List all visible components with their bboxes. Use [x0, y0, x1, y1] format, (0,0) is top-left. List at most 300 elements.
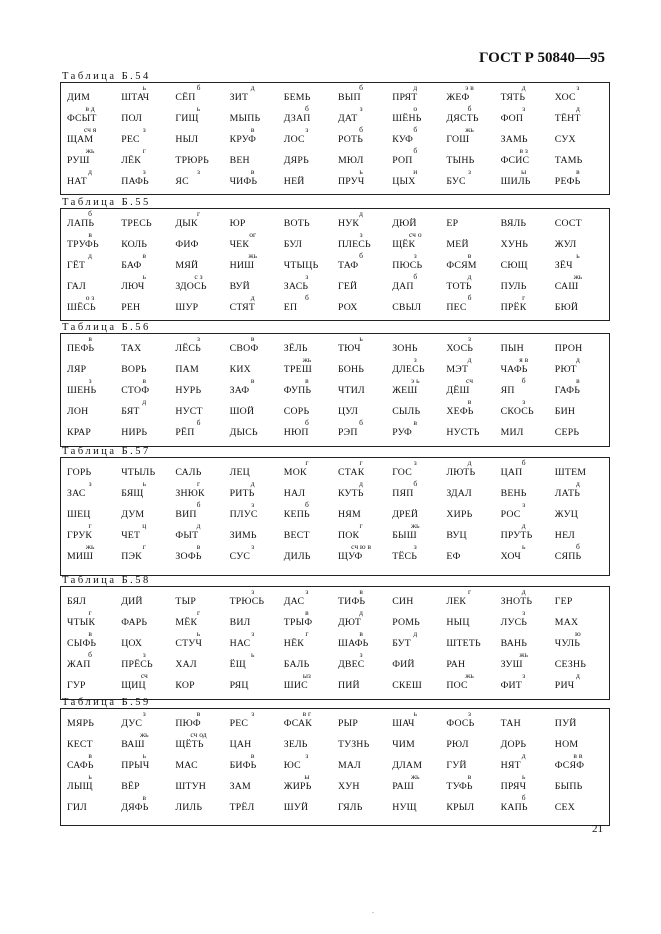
syllable-word: НЯТ — [500, 760, 521, 771]
syllable-word: РЁП — [175, 427, 195, 438]
syllable-cell — [284, 83, 338, 104]
syllable-cell — [67, 293, 121, 314]
syllable-cell — [446, 334, 500, 355]
syllable-cell — [230, 230, 284, 251]
syllable-word: ТЫР — [175, 596, 196, 607]
syllable-word: СЕЗНЬ — [554, 659, 587, 670]
syllable-word: ТРЮРЬ — [175, 155, 209, 166]
syllable-word: КРЫЛ — [446, 802, 475, 813]
syllable-cell — [121, 751, 175, 772]
syllable-word: ШЁНЬ — [392, 113, 422, 124]
syllable-word: НАЛ — [283, 488, 306, 499]
syllable-word: ТЁСЬ — [392, 551, 418, 562]
syllable-cell — [501, 751, 555, 772]
syllable-word: ЧТЫЛЬ — [121, 467, 156, 478]
syllable-word: ШТУН — [175, 781, 207, 792]
table-block — [60, 575, 610, 700]
phonetic-mark: д — [359, 479, 363, 488]
syllable-word: ФАРЬ — [121, 617, 148, 628]
phonetic-mark: д — [88, 167, 92, 176]
syllable-word: ДИМ — [67, 92, 91, 103]
syllable-word: ВОРЬ — [121, 364, 147, 375]
syllable-word: ВЕСТ — [283, 530, 310, 541]
syllable-word: ЗЁЛЬ — [283, 343, 308, 354]
syllable-cell — [501, 608, 555, 629]
phonetic-mark: ь — [359, 167, 363, 176]
syllable-word: НУРЬ — [175, 385, 202, 396]
phonetic-mark: в — [88, 334, 92, 343]
syllable-word: НЫЦ — [446, 617, 470, 628]
syllable-word: ХИРЬ — [446, 509, 473, 520]
syllable-word: НУСТ — [175, 406, 203, 417]
syllable-word: ЛУСЬ — [500, 617, 528, 628]
syllable-word: РЮТ — [554, 364, 577, 375]
phonetic-mark: в д — [85, 104, 95, 113]
syllable-cell — [67, 272, 121, 293]
phonetic-mark: в — [305, 376, 309, 385]
phonetic-mark: з — [251, 587, 255, 596]
syllable-word: БЫШ — [392, 530, 417, 541]
syllable-cell — [446, 230, 500, 251]
syllable-word: ХЕФЬ — [446, 406, 474, 417]
syllable-grid — [61, 458, 609, 563]
syllable-cell — [392, 272, 446, 293]
syllable-word: ЗНОТЬ — [500, 596, 533, 607]
syllable-cell — [284, 629, 338, 650]
syllable-cell — [338, 542, 392, 563]
syllable-word: РОС — [500, 509, 521, 520]
phonetic-mark: б — [413, 125, 418, 134]
syllable-cell — [392, 355, 446, 376]
syllable-cell — [338, 608, 392, 629]
syllable-cell — [284, 650, 338, 671]
syllable-cell — [175, 521, 229, 542]
syllable-cell — [501, 479, 555, 500]
phonetic-mark: д — [521, 751, 526, 760]
syllable-cell — [338, 272, 392, 293]
syllable-cell — [67, 772, 121, 793]
syllable-word: БУТ — [392, 638, 411, 649]
syllable-word: ДЯРЬ — [283, 155, 309, 166]
syllable-word: ДУМ — [121, 509, 145, 520]
syllable-word: РЯЦ — [229, 680, 249, 691]
syllable-word: СУС — [229, 551, 251, 562]
syllable-cell — [121, 272, 175, 293]
syllable-word: ДЫК — [175, 218, 198, 229]
phonetic-mark: ь — [142, 479, 146, 488]
syllable-cell — [284, 772, 338, 793]
phonetic-mark: в — [467, 397, 472, 406]
phonetic-mark: з — [142, 167, 146, 176]
syllable-cell — [446, 709, 500, 730]
syllable-word: ФСИС — [500, 155, 530, 166]
syllable-word: ХОС — [554, 92, 576, 103]
syllable-cell — [175, 458, 229, 479]
phonetic-mark: ь — [521, 542, 526, 551]
syllable-cell — [175, 772, 229, 793]
phonetic-mark: в г — [302, 709, 312, 718]
syllable-word: КЕПЬ — [283, 509, 310, 520]
syllable-word: ТРЫФ — [283, 617, 313, 628]
syllable-grid — [61, 83, 609, 188]
syllable-cell — [338, 709, 392, 730]
syllable-word: БИН — [554, 406, 576, 417]
syllable-word: СЫЛЬ — [392, 406, 421, 417]
syllable-cell — [175, 587, 229, 608]
syllable-word: ЗИМЬ — [229, 530, 257, 541]
phonetic-mark: д — [467, 272, 472, 281]
syllable-cell — [284, 730, 338, 751]
syllable-cell — [230, 730, 284, 751]
syllable-cell — [338, 587, 392, 608]
syllable-cell — [284, 587, 338, 608]
syllable-word: СТУЧ — [175, 638, 203, 649]
syllable-cell — [175, 334, 229, 355]
phonetic-mark: з — [359, 230, 363, 239]
syllable-word: НУЩ — [392, 802, 417, 813]
phonetic-mark: жь — [410, 521, 420, 530]
phonetic-mark: г — [467, 587, 472, 596]
phonetic-mark: в — [467, 772, 472, 781]
syllable-cell — [67, 418, 121, 439]
syllable-cell — [338, 793, 392, 814]
syllable-cell — [175, 167, 229, 188]
phonetic-mark: ыз — [302, 671, 311, 680]
syllable-word: СТЯТ — [229, 302, 256, 313]
syllable-cell — [501, 397, 555, 418]
syllable-word: ФИФ — [175, 239, 199, 250]
syllable-cell — [501, 521, 555, 542]
syllable-word: ЯС — [175, 176, 189, 187]
syllable-cell — [67, 521, 121, 542]
syllable-cell — [446, 500, 500, 521]
syllable-word: СЮЩ — [500, 260, 528, 271]
syllable-cell — [338, 479, 392, 500]
syllable-word: ФСЯМ — [446, 260, 477, 271]
syllable-word: ПЮФ — [175, 718, 201, 729]
syllable-cell — [501, 355, 555, 376]
syllable-word: ХОЧ — [500, 551, 521, 562]
syllable-cell — [555, 730, 609, 751]
syllable-word: ДЛАМ — [392, 760, 423, 771]
syllable-cell — [121, 146, 175, 167]
syllable-cell — [230, 629, 284, 650]
syllable-word: РИТЬ — [229, 488, 255, 499]
syllable-word: СОСТ — [554, 218, 582, 229]
syllable-cell — [501, 104, 555, 125]
phonetic-mark: з — [142, 125, 146, 134]
syllable-word: ПРЯТ — [392, 92, 418, 103]
syllable-cell — [338, 293, 392, 314]
syllable-cell — [284, 608, 338, 629]
syllable-cell — [392, 334, 446, 355]
syllable-word: КЕСТ — [67, 739, 93, 750]
phonetic-mark: з — [197, 167, 200, 176]
phonetic-mark: в — [250, 334, 255, 343]
syllable-word: ДЯФЬ — [121, 802, 149, 813]
phonetic-mark: жь — [465, 125, 474, 134]
syllable-cell — [555, 650, 609, 671]
syllable-word: ШТАЧ — [121, 92, 150, 103]
syllable-cell — [121, 479, 175, 500]
syllable-word: ЛЯР — [67, 364, 87, 375]
syllable-cell — [338, 772, 392, 793]
syllable-cell — [67, 230, 121, 251]
syllable-word: ВАНЬ — [500, 638, 528, 649]
syllable-word: ШИЛЬ — [500, 176, 531, 187]
syllable-cell — [284, 709, 338, 730]
phonetic-mark: з — [468, 334, 471, 343]
syllable-word: ФСАК — [283, 718, 312, 729]
phonetic-mark: в — [142, 376, 147, 385]
syllable-cell — [446, 209, 500, 230]
phonetic-mark: ь — [142, 83, 146, 92]
phonetic-mark: б — [359, 125, 363, 134]
syllable-cell — [121, 355, 175, 376]
phonetic-mark: з — [305, 272, 309, 281]
syllable-cell — [501, 772, 555, 793]
syllable-cell — [555, 146, 609, 167]
phonetic-mark: б — [575, 542, 580, 551]
syllable-word: СТАК — [338, 467, 365, 478]
syllable-word: ТАМЬ — [554, 155, 583, 166]
syllable-word: ГУР — [67, 680, 86, 691]
syllable-word: ВЫП — [338, 92, 361, 103]
syllable-word: ЕП — [283, 302, 298, 313]
syllable-cell — [555, 293, 609, 314]
syllable-cell — [446, 376, 500, 397]
syllable-word: ЦОХ — [121, 638, 143, 649]
phonetic-mark: ы — [521, 167, 527, 176]
syllable-word: РЕН — [121, 302, 141, 313]
syllable-word: СКОСЬ — [500, 406, 534, 417]
phonetic-mark: сч ю в — [351, 542, 372, 551]
syllable-word: ДЯСТЬ — [446, 113, 479, 124]
syllable-cell — [230, 334, 284, 355]
syllable-cell — [338, 629, 392, 650]
syllable-word: КРУФ — [229, 134, 257, 145]
syllable-cell — [338, 125, 392, 146]
syllable-word: ЛИЛЬ — [175, 802, 203, 813]
syllable-word: ЗИТ — [229, 92, 249, 103]
phonetic-mark: б — [521, 793, 526, 802]
syllable-word: ПРЁСЬ — [121, 659, 153, 670]
syllable-word: ШУР — [175, 302, 199, 313]
phonetic-mark: з — [359, 650, 363, 659]
syllable-word: ТЯТЬ — [500, 92, 526, 103]
phonetic-mark: ь — [196, 629, 201, 638]
table-block — [60, 71, 610, 195]
syllable-cell — [392, 293, 446, 314]
syllable-cell — [175, 542, 229, 563]
phonetic-mark: сч од — [190, 730, 207, 739]
phonetic-mark: в — [467, 251, 472, 260]
syllable-cell — [175, 355, 229, 376]
syllable-word: ТЮЧ — [338, 343, 361, 354]
syllable-cell — [555, 608, 609, 629]
syllable-word: НЕЙ — [283, 176, 305, 187]
syllable-word: ПРУЧ — [338, 176, 365, 187]
syllable-word: ТЁНТ — [554, 113, 581, 124]
table-caption: Таблица Б.54 — [62, 71, 151, 82]
syllable-word: КАПЬ — [500, 802, 528, 813]
syllable-word: РОМЬ — [392, 617, 420, 628]
syllable-word: МЫПЬ — [229, 113, 261, 124]
syllable-cell — [446, 125, 500, 146]
syllable-word: ЗЕЛЬ — [283, 739, 308, 750]
syllable-word: ЩЁТЬ — [175, 739, 204, 750]
syllable-word: ТАХ — [121, 343, 142, 354]
syllable-word: ПРЯЧ — [500, 781, 527, 792]
syllable-word: ПОЛ — [121, 113, 143, 124]
syllable-word: ЩЁК — [392, 239, 416, 250]
syllable-cell — [230, 500, 284, 521]
syllable-cell — [175, 293, 229, 314]
syllable-cell — [555, 251, 609, 272]
syllable-word: САЛЬ — [175, 467, 202, 478]
syllable-cell — [338, 458, 392, 479]
syllable-cell — [230, 793, 284, 814]
phonetic-mark: г — [196, 479, 201, 488]
syllable-cell — [230, 355, 284, 376]
syllable-word: ПЮСЬ — [392, 260, 423, 271]
syllable-cell — [67, 587, 121, 608]
syllable-cell — [392, 479, 446, 500]
table-block — [60, 322, 610, 447]
phonetic-mark: в — [250, 376, 255, 385]
syllable-cell — [230, 125, 284, 146]
syllable-word: ВЯЛЬ — [500, 218, 527, 229]
syllable-cell — [338, 334, 392, 355]
syllable-word: ГЕР — [554, 596, 573, 607]
syllable-cell — [230, 83, 284, 104]
phonetic-mark: з — [251, 709, 255, 718]
syllable-cell — [121, 709, 175, 730]
phonetic-mark: з — [522, 608, 526, 617]
syllable-word: СЕХ — [554, 802, 575, 813]
syllable-cell — [392, 418, 446, 439]
syllable-word: ПЛУС — [229, 509, 258, 520]
syllable-cell — [338, 521, 392, 542]
syllable-cell — [67, 608, 121, 629]
syllable-word: ТОТЬ — [446, 281, 472, 292]
syllable-word: ГАЛ — [67, 281, 86, 292]
syllable-cell — [392, 397, 446, 418]
phonetic-mark: сч — [466, 376, 473, 385]
phonetic-mark: з — [142, 709, 146, 718]
syllable-word: ЗОФЬ — [175, 551, 202, 562]
syllable-cell — [230, 146, 284, 167]
syllable-word: КОР — [175, 680, 195, 691]
syllable-word: ЕФ — [446, 551, 461, 562]
syllable-cell — [501, 376, 555, 397]
syllable-cell — [555, 397, 609, 418]
phonetic-mark: э ь — [411, 376, 420, 385]
syllable-word: ТАФ — [338, 260, 359, 271]
syllable-cell — [446, 608, 500, 629]
syllable-cell — [230, 272, 284, 293]
phonetic-mark: з — [468, 709, 471, 718]
syllable-cell — [175, 125, 229, 146]
syllable-cell — [67, 83, 121, 104]
syllable-word: ПУЛЬ — [500, 281, 527, 292]
phonetic-mark: э в — [465, 83, 474, 92]
syllable-word: ТРЕСЬ — [121, 218, 152, 229]
syllable-word: ТРУФЬ — [67, 239, 99, 250]
phonetic-mark: д — [413, 83, 418, 92]
syllable-cell — [230, 209, 284, 230]
syllable-cell — [392, 629, 446, 650]
syllable-word: СЕРЬ — [554, 427, 580, 438]
syllable-cell — [121, 83, 175, 104]
syllable-word: БЯЩ — [121, 488, 144, 499]
syllable-cell — [555, 230, 609, 251]
syllable-cell — [338, 376, 392, 397]
syllable-word: РЕС — [229, 718, 249, 729]
table-caption: Таблица Б.59 — [62, 697, 151, 708]
syllable-cell — [121, 397, 175, 418]
syllable-word: ПЛЕСЬ — [338, 239, 371, 250]
syllable-cell — [121, 629, 175, 650]
syllable-cell — [338, 83, 392, 104]
syllable-word: ЧТЫК — [67, 617, 96, 628]
syllable-word: РЫР — [338, 718, 359, 729]
syllable-cell — [446, 772, 500, 793]
syllable-word: ШУЙ — [283, 802, 309, 813]
syllable-cell — [338, 167, 392, 188]
syllable-cell — [67, 146, 121, 167]
syllable-cell — [121, 125, 175, 146]
syllable-cell — [392, 376, 446, 397]
syllable-word: ЧЕТ — [121, 530, 141, 541]
syllable-cell — [284, 293, 338, 314]
syllable-cell — [67, 650, 121, 671]
syllable-cell — [392, 146, 446, 167]
phonetic-mark: в в — [573, 751, 583, 760]
syllable-word: МЕЙ — [446, 239, 469, 250]
syllable-word: ЛАТЬ — [554, 488, 581, 499]
syllable-cell — [555, 629, 609, 650]
syllable-cell — [230, 542, 284, 563]
syllable-cell — [555, 376, 609, 397]
syllable-cell — [446, 542, 500, 563]
phonetic-mark: з — [305, 587, 309, 596]
syllable-word: ХУНЬ — [500, 239, 529, 250]
syllable-cell — [284, 146, 338, 167]
syllable-word: ДВЕС — [338, 659, 365, 670]
syllable-cell — [501, 334, 555, 355]
syllable-word: ВУЙ — [229, 281, 250, 292]
phonetic-mark: я в — [519, 355, 529, 364]
syllable-word: ФОСЬ — [446, 718, 475, 729]
syllable-cell — [121, 334, 175, 355]
phonetic-mark: ю — [575, 629, 581, 638]
syllable-word: СУХ — [554, 134, 576, 145]
syllable-cell — [284, 355, 338, 376]
syllable-cell — [230, 104, 284, 125]
syllable-word: ПОК — [338, 530, 360, 541]
syllable-word: ВЕНЬ — [500, 488, 527, 499]
syllable-cell — [501, 542, 555, 563]
syllable-cell — [446, 479, 500, 500]
syllable-cell — [284, 230, 338, 251]
syllable-cell — [446, 355, 500, 376]
syllable-cell — [446, 751, 500, 772]
table-frame — [60, 457, 610, 576]
syllable-cell — [501, 709, 555, 730]
syllable-cell — [284, 751, 338, 772]
phonetic-mark: ь — [88, 772, 92, 781]
